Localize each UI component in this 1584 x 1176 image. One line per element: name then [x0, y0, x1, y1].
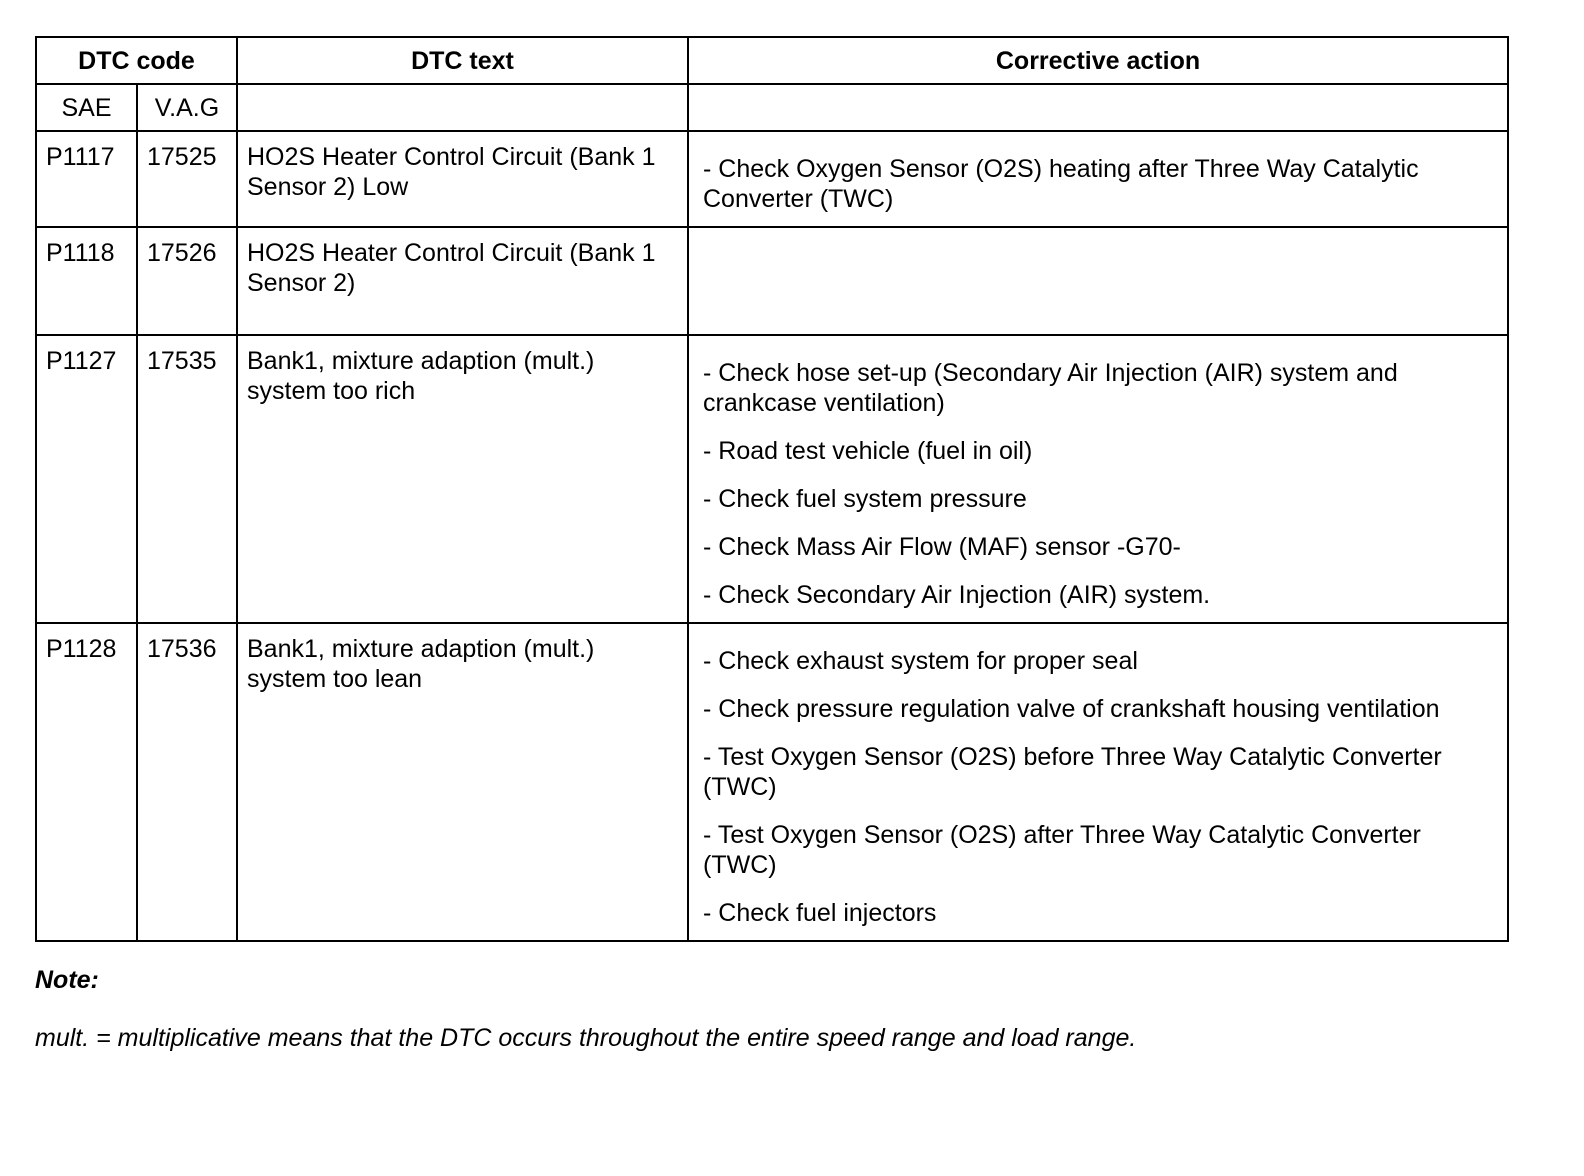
- header-row: [36, 37, 1508, 84]
- corrective-actions: [688, 227, 1508, 335]
- table-row: [36, 131, 1508, 227]
- action-item: - Check fuel system pressure: [703, 485, 1027, 513]
- corrective-actions: [688, 623, 1508, 941]
- vag-code: 17535: [137, 335, 237, 623]
- subheader-vag: V.A.G: [137, 84, 237, 131]
- vag-code: 17526: [137, 227, 237, 335]
- sae-code: P1117: [36, 131, 137, 227]
- sae-code: P1128: [36, 623, 137, 941]
- note-text: mult. = multiplicative means that the DTC occurs throughout the entire speed range and load range.: [35, 1024, 1137, 1052]
- sae-code: P1118: [36, 227, 137, 335]
- action-item: - Road test vehicle (fuel in oil): [703, 437, 1033, 465]
- vag-code: 17536: [137, 623, 237, 941]
- header-dtc-code: DTC code: [36, 37, 237, 84]
- dtc-description: Bank1, mixture adaption (mult.) system too rich: [237, 335, 688, 623]
- action-item: - Test Oxygen Sensor (O2S) before Three Way Catalytic Converter (TWC): [703, 743, 1442, 801]
- note-heading: Note:: [35, 966, 99, 994]
- subheader-empty: [688, 84, 1508, 131]
- header-corrective-action: Corrective action: [688, 37, 1508, 84]
- vag-code: 17525: [137, 131, 237, 227]
- action-item: - Check Mass Air Flow (MAF) sensor -G70-: [703, 533, 1181, 561]
- action-item: - Check pressure regulation valve of crankshaft housing ventilation: [703, 695, 1440, 723]
- dtc-description: HO2S Heater Control Circuit (Bank 1 Sensor 2): [237, 227, 688, 335]
- action-item: - Check Oxygen Sensor (O2S) heating after Three Way Catalytic Converter (TWC): [703, 155, 1419, 213]
- dtc-description: Bank1, mixture adaption (mult.) system too lean: [237, 623, 688, 941]
- corrective-actions: [688, 335, 1508, 623]
- sae-code: P1127: [36, 335, 137, 623]
- action-item: - Check hose set-up (Secondary Air Injection (AIR) system and crankcase ventilation): [703, 359, 1398, 417]
- table-row: [36, 227, 1508, 335]
- header-dtc-text: DTC text: [237, 37, 688, 84]
- table-row: [36, 335, 1508, 623]
- action-item: - Check Secondary Air Injection (AIR) system.: [703, 581, 1211, 609]
- subheader-sae: SAE: [36, 84, 137, 131]
- action-item: - Check exhaust system for proper seal: [703, 647, 1138, 675]
- subheader-empty: [237, 84, 688, 131]
- action-item: - Check fuel injectors: [703, 899, 937, 927]
- dtc-table: [35, 36, 1509, 942]
- subheader-row: [36, 84, 1508, 131]
- corrective-actions: [688, 131, 1508, 227]
- table-row: [36, 623, 1508, 941]
- action-item: - Test Oxygen Sensor (O2S) after Three Way Catalytic Converter (TWC): [703, 821, 1421, 879]
- dtc-description: HO2S Heater Control Circuit (Bank 1 Sensor 2) Low: [237, 131, 688, 227]
